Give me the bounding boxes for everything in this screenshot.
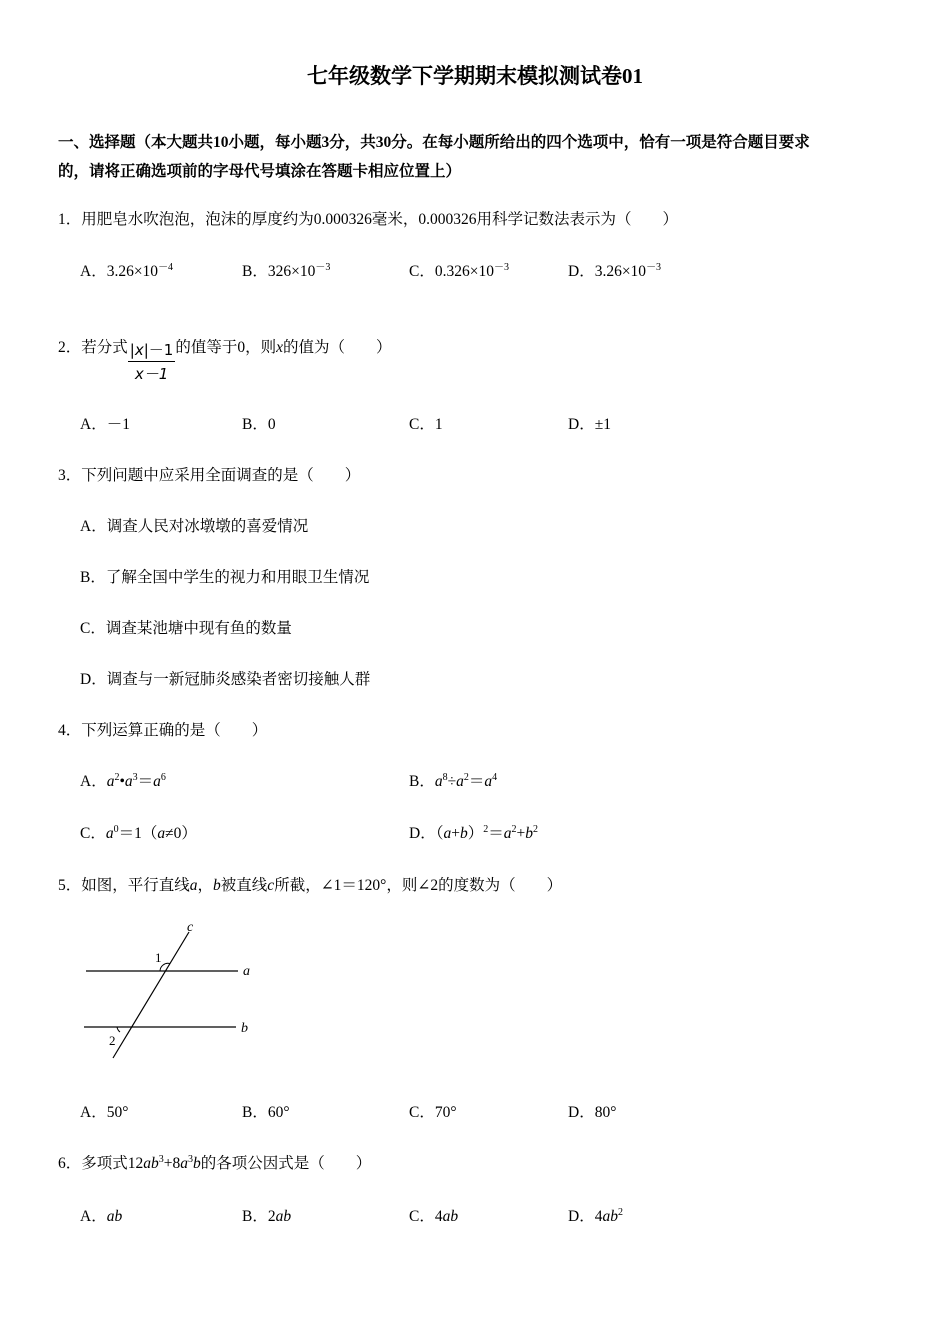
fraction: $\frac{|x|-1}{x-1}$	[129, 341, 174, 383]
line-c	[113, 932, 189, 1058]
question-5-option-b[interactable]: B．60°	[242, 1104, 290, 1121]
question-6-option-a[interactable]: A．ab	[80, 1208, 123, 1225]
label-2: 2	[109, 1033, 116, 1048]
page-title: 七年级数学下学期期末模拟测试卷01	[307, 64, 643, 88]
question-4-option-d[interactable]: D．$(a+b)^2=a^2+b^2$	[409, 824, 538, 842]
section-line-2: 的，请将正确选项前的字母代号填涂在答题卡相应位置上）	[58, 163, 462, 180]
question-3-option-c[interactable]: C．调查某池塘中现有鱼的数量	[80, 620, 292, 637]
question-1-option-b[interactable]: B．$326\times 10^{-3}$	[242, 262, 331, 280]
question-3-stem: 3．下列问题中应采用全面调查的是（ ）	[58, 467, 361, 484]
question-3-option-d[interactable]: D．调查与一新冠肺炎感染者密切接触人群	[80, 671, 371, 688]
question-4-stem: 4．下列运算正确的是（ ）	[58, 722, 268, 739]
question-2-option-c[interactable]: C．1	[409, 416, 443, 433]
question-3-option-b[interactable]: B．了解全国中学生的视力和用眼卫生情况	[80, 569, 370, 586]
question-3-option-a[interactable]: A．调查人民对冰墩墩的喜爱情况	[80, 518, 309, 535]
label-c: c	[187, 920, 194, 935]
parallel-lines-figure	[80, 920, 270, 1060]
question-2-stem: 2．若分式 $\frac{|x|-1}{x-1}$ 的值等于0，则x的值为（ ）	[58, 325, 392, 372]
question-2-option-b[interactable]: B．0	[242, 416, 276, 433]
question-1-option-d[interactable]: D．$3.26\times 10^{-3}$	[568, 262, 662, 280]
question-6-option-c[interactable]: C．4ab	[409, 1208, 459, 1225]
question-5-stem: 5．如图，平行直线a，b被直线c所截，∠1＝120°，则∠2的度数为（ ）	[58, 877, 563, 894]
question-6-option-b[interactable]: B．2ab	[242, 1208, 292, 1225]
question-1-option-a[interactable]: A．$3.26\times 10^{-4}$	[80, 262, 174, 280]
question-1-option-c[interactable]: C．$0.326\times 10^{-3}$	[409, 262, 509, 280]
question-4-option-b[interactable]: B．$a^8\div a^2=a^4$	[409, 772, 498, 790]
question-5-option-c[interactable]: C．70°	[409, 1104, 457, 1121]
label-b: b	[241, 1021, 248, 1036]
angle-2-arc	[117, 1027, 120, 1032]
label-1: 1	[155, 950, 162, 965]
question-2-option-d[interactable]: D．±1	[568, 416, 611, 433]
section-line-1: 一、选择题（本大题共10小题，每小题3分，共30分。在每小题所给出的四个选项中，恰有一项是符合题目要求	[58, 134, 810, 151]
question-5-option-d[interactable]: D．80°	[568, 1104, 617, 1121]
question-2-option-a[interactable]: A．－1	[80, 416, 130, 433]
question-1-stem: 1．用肥皂水吹泡泡，泡沫的厚度约为0.000326毫米，0.000326用科学记数法表示为（ ）	[58, 211, 679, 228]
question-6-stem: 6．多项式$12ab^3+8a^3b$的各项公因式是（ ）	[58, 1154, 372, 1172]
section-heading	[58, 128, 898, 186]
question-6-option-d[interactable]: D．$4ab^2$	[568, 1207, 623, 1225]
question-4-option-a[interactable]: A．$a^2•a^3=a^6$	[80, 772, 166, 790]
question-4-option-c[interactable]: C．$a^0=1(a\ne 0)$	[80, 824, 197, 842]
question-5-option-a[interactable]: A．50°	[80, 1104, 129, 1121]
label-a: a	[243, 964, 250, 979]
